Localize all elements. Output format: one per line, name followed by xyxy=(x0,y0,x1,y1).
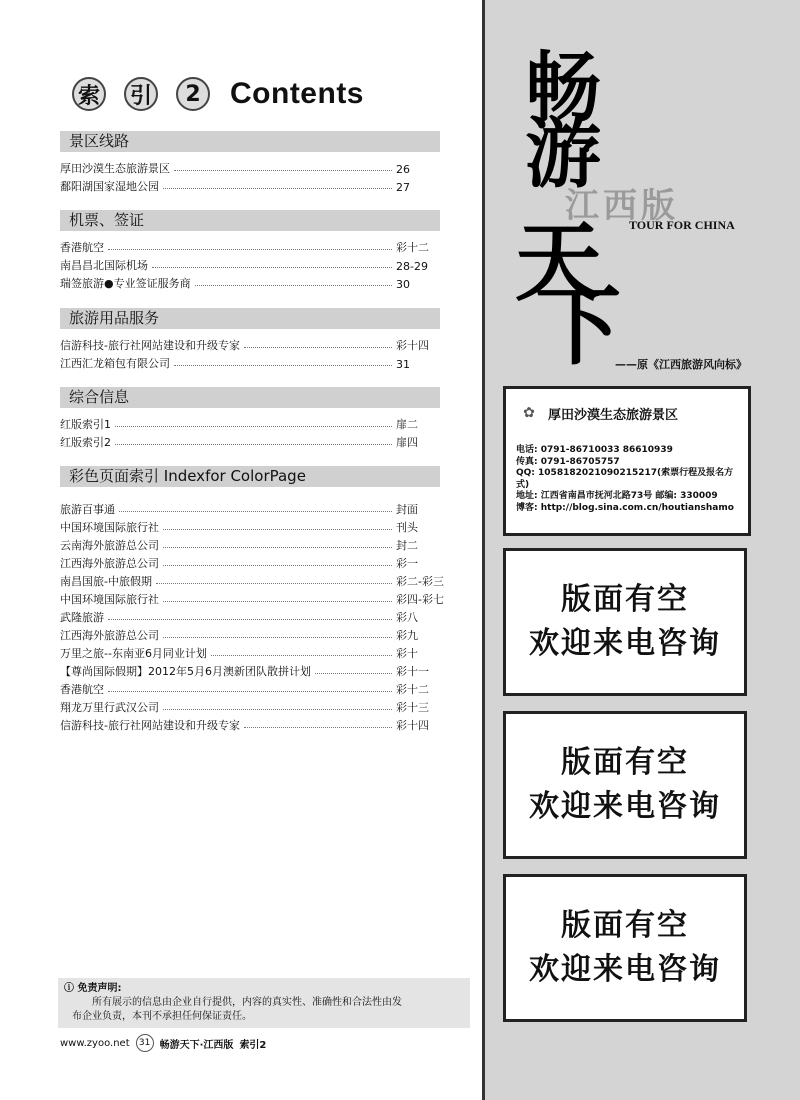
entry-title: 武隆旅游 xyxy=(60,611,104,624)
ad-qq: QQ: 1058182021090215217(索票行程及报名方式) xyxy=(516,468,734,490)
section-title: 旅游用品服务 xyxy=(60,308,440,329)
logo-char: 游 xyxy=(525,109,601,198)
entry-title: 中国环境国际旅行社 xyxy=(60,521,159,534)
entry-title: 香港航空 xyxy=(60,683,104,696)
section-scenic-routes xyxy=(60,131,440,194)
desert-scenic-ad[interactable] xyxy=(503,386,751,536)
leader-dots xyxy=(119,511,392,512)
section-general-info xyxy=(60,387,440,450)
entry-page: 彩九 xyxy=(396,629,418,642)
ad-space-line2: 欢迎来电咨询 xyxy=(529,789,721,824)
index-entry[interactable] xyxy=(60,432,440,450)
ad-column xyxy=(482,0,800,1100)
page-number: 31 xyxy=(136,1034,154,1052)
entry-page: 26 xyxy=(396,163,410,176)
index-entry[interactable] xyxy=(60,697,440,715)
tree-logo-icon: ✿ xyxy=(523,405,535,421)
section-tickets-visa xyxy=(60,210,440,291)
index-entry[interactable] xyxy=(60,661,440,679)
website-link[interactable]: www.zyoo.net xyxy=(60,1037,130,1049)
section-title: 机票、签证 xyxy=(60,210,440,231)
leader-dots xyxy=(211,655,392,656)
leader-dots xyxy=(115,444,392,445)
index-entry[interactable] xyxy=(60,335,440,353)
entry-title: 旅游百事通 xyxy=(60,503,115,516)
header-number-circle: 2 xyxy=(176,77,210,111)
section-title: 综合信息 xyxy=(60,387,440,408)
header-char-circle: 索 xyxy=(72,77,106,111)
index-entry[interactable] xyxy=(60,715,440,733)
index-entry[interactable] xyxy=(60,255,440,273)
disclaimer-title: 免责声明: xyxy=(77,983,122,994)
ad-space-line2: 欢迎来电咨询 xyxy=(529,952,721,987)
leader-dots xyxy=(174,170,392,171)
ad-space-box[interactable] xyxy=(503,874,747,1022)
ad-space-line2: 欢迎来电咨询 xyxy=(529,626,721,661)
entry-page: 彩十四 xyxy=(396,339,429,352)
entry-title: 南昌国旅-中旅假期 xyxy=(60,575,152,588)
entry-page: 彩十二 xyxy=(396,241,429,254)
entry-title: 【尊尚国际假期】2012年5月6月澳新团队散拼计划 xyxy=(60,665,311,678)
index-entry[interactable] xyxy=(60,571,444,589)
ad-address: 地址: 江西省南昌市抚河北路73号 邮编: 330009 xyxy=(516,491,718,501)
entry-title: 云南海外旅游总公司 xyxy=(60,539,159,552)
index-entry[interactable] xyxy=(60,517,440,535)
entry-title: 万里之旅--东南亚6月同业计划 xyxy=(60,647,207,660)
ad-space-line1: 版面有空 xyxy=(561,908,689,943)
index-entry[interactable] xyxy=(60,158,440,176)
entry-page: 刊头 xyxy=(396,521,418,534)
leader-dots xyxy=(152,267,392,268)
ad-fax: 传真: 0791-86705757 xyxy=(516,456,620,467)
page-header xyxy=(72,74,364,114)
leader-dots xyxy=(163,601,392,602)
index-entry[interactable] xyxy=(60,535,440,553)
logo-char: 畅 xyxy=(525,43,597,132)
magazine-name: 畅游天下·江西版 xyxy=(159,1039,234,1051)
section-title: 彩色页面索引 Indexfor ColorPage xyxy=(60,466,440,487)
index-entry[interactable] xyxy=(60,237,440,255)
entry-page: 彩一 xyxy=(396,557,418,570)
entry-page: 27 xyxy=(396,181,410,194)
entry-page: 彩十四 xyxy=(396,719,429,732)
entry-page: 封面 xyxy=(396,503,418,516)
entry-page: 31 xyxy=(396,358,410,371)
leader-dots xyxy=(163,709,392,710)
entry-title: 厚田沙漠生态旅游景区 xyxy=(60,162,170,175)
contents-title: Contents xyxy=(230,77,364,110)
entry-title: 鄱阳湖国家湿地公园 xyxy=(60,180,159,193)
leader-dots xyxy=(163,529,392,530)
entry-page: 扉四 xyxy=(396,436,418,449)
entry-title: 江西海外旅游总公司 xyxy=(60,557,159,570)
ad-company-name: 厚田沙漠生态旅游景区 xyxy=(548,407,679,423)
ad-space-line1: 版面有空 xyxy=(561,582,689,617)
entry-title: 南昌昌北国际机场 xyxy=(60,259,148,272)
entry-page: 扉二 xyxy=(396,418,418,431)
entry-title: 瑞签旅游●专业签证服务商 xyxy=(60,277,191,290)
index-entry[interactable] xyxy=(60,414,440,432)
section-travel-goods xyxy=(60,308,440,371)
index-entry[interactable] xyxy=(60,176,440,194)
disclaimer-line: 布企业负责，本刊不承担任何保证责任。 xyxy=(72,1011,252,1022)
entry-title: 香港航空 xyxy=(60,241,104,254)
index-entry[interactable] xyxy=(60,589,444,607)
leader-dots xyxy=(174,365,392,366)
entry-page: 30 xyxy=(396,278,410,291)
leader-dots xyxy=(244,727,392,728)
footer-index-label: 索引2 xyxy=(239,1039,267,1051)
page-footer xyxy=(60,1034,266,1052)
entry-title: 翔龙万里行武汉公司 xyxy=(60,701,159,714)
ad-blog: 博客: http://blog.sina.com.cn/houtianshamo xyxy=(516,502,734,513)
leader-dots xyxy=(115,426,392,427)
entry-page: 封二 xyxy=(396,539,418,552)
leader-dots xyxy=(108,691,392,692)
logo-char: 下 xyxy=(535,277,621,377)
leader-dots xyxy=(195,285,392,286)
entry-title: 信游科技-旅行社网站建设和升级专家 xyxy=(60,719,240,732)
index-entry[interactable] xyxy=(60,643,440,661)
logo-original-name: ——原《江西旅游风向标》 xyxy=(615,358,747,371)
logo-edition: 江西版 xyxy=(565,186,679,226)
entry-title: 红版索引1 xyxy=(60,418,111,431)
ad-space-box[interactable] xyxy=(503,548,747,696)
index-entry[interactable] xyxy=(60,353,440,371)
index-entry[interactable] xyxy=(60,625,440,643)
leader-dots xyxy=(163,188,392,189)
section-title: 景区线路 xyxy=(60,131,440,152)
entry-title: 江西汇龙箱包有限公司 xyxy=(60,357,170,370)
ad-phone: 电话: 0791-86710033 86610939 xyxy=(516,445,673,455)
entry-page: 彩十二 xyxy=(396,683,429,696)
entry-page: 彩十 xyxy=(396,647,418,660)
magazine-logo xyxy=(505,43,775,377)
index-entry[interactable] xyxy=(60,499,440,517)
leader-dots xyxy=(163,547,392,548)
leader-dots xyxy=(108,249,392,250)
index-entry[interactable] xyxy=(60,679,440,697)
entry-page: 彩十一 xyxy=(396,665,429,678)
leader-dots xyxy=(315,673,392,674)
leader-dots xyxy=(163,565,392,566)
entry-title: 信游科技-旅行社网站建设和升级专家 xyxy=(60,339,240,352)
index-entry[interactable] xyxy=(60,607,440,625)
logo-char: 天 xyxy=(515,213,601,313)
disclaimer-line: 所有展示的信息由企业自行提供，内容的真实性、准确性和合法性由发 xyxy=(92,997,402,1008)
info-icon: ⓘ xyxy=(64,983,74,994)
entry-page: 彩四-彩七 xyxy=(396,593,444,606)
entry-title: 中国环境国际旅行社 xyxy=(60,593,159,606)
disclaimer xyxy=(58,978,470,1028)
ad-space-box[interactable] xyxy=(503,711,747,859)
entry-page: 彩十三 xyxy=(396,701,429,714)
leader-dots xyxy=(108,619,392,620)
index-entry[interactable] xyxy=(60,273,440,291)
index-entry[interactable] xyxy=(60,553,440,571)
section-color-pages xyxy=(60,466,444,733)
ad-space-line1: 版面有空 xyxy=(561,745,689,780)
logo-english: TOUR FOR CHINA xyxy=(629,218,735,232)
entry-page: 彩八 xyxy=(396,611,418,624)
entry-title: 红版索引2 xyxy=(60,436,111,449)
entry-title: 江西海外旅游总公司 xyxy=(60,629,159,642)
leader-dots xyxy=(156,583,392,584)
leader-dots xyxy=(163,637,392,638)
leader-dots xyxy=(244,347,392,348)
entry-page: 彩二-彩三 xyxy=(396,575,444,588)
header-char-circle: 引 xyxy=(124,77,158,111)
entry-page: 28-29 xyxy=(396,260,428,273)
